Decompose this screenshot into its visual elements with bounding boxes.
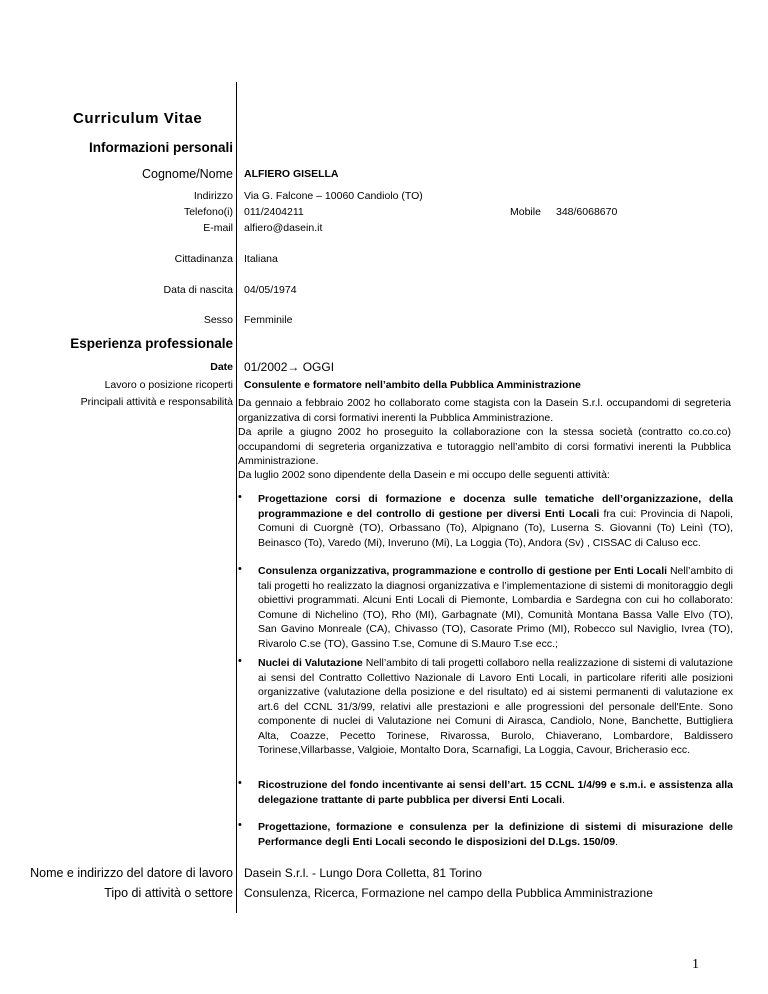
- label-sector: Tipo di attività o settore: [104, 886, 233, 900]
- bullet-item: • Progettazione corsi di formazione e docenza sulle tematiche dell’organizzazione, della programmazione e del controllo di gestione per diversi Enti Locali fra cui: Provincia di Napoli, Comuni di Cuorgnè (TO), Orbassano (To), Alpignano (To), Luserna S. Giovanni (To) Leinì (TO), Beinasco (To), Varedo (Mi), Inveruno (Mi), La Loggia (To), Andora (Sv) , CISSAC di Caluso ecc.: [238, 491, 733, 549]
- value-name: ALFIERO GISELLA: [244, 168, 339, 180]
- label-activities: Principali attività e responsabilità: [80, 396, 233, 408]
- value-email: alfiero@dasein.it: [244, 222, 323, 234]
- label-role: Lavoro o posizione ricoperti: [104, 379, 233, 391]
- label-name: Cognome/Nome: [141, 167, 233, 181]
- label-birthdate: Data di nascita: [163, 284, 233, 296]
- label-phone: Telefono(i): [183, 206, 233, 218]
- value-phone: 011/2404211: [244, 206, 304, 218]
- label-email: E-mail: [203, 222, 233, 234]
- label-sex: Sesso: [203, 314, 233, 326]
- bullet-item: • Nuclei di Valutazione Nell’ambito di tali progetti collaboro nella realizzazione di sistemi di valutazione ai sensi del Contratto Collettivo Nazionale di Lavoro Enti Locali, in particolare riferiti alle posizioni organizzative (valutazione della posizione e del risultato) ed ai sistemi permanenti di valutazione ex art.6 del CCNL 31/3/99, relativi alle prestazioni e alle progressioni del personale dell'Ente. Sono componente di nuclei di Valutazione nei Comuni di Airasca, Candiolo, None, Banchette, Buttigliera Alta, Coazze, Pecetto Torinese, Rivarossa, Burolo, Chiaverano, Lombardore, Baldissero Torinese,Villarbasse, Valgioie, Montalto Dora, Scarnafigi, La Loggia, Cavour, Bricherasio ecc.: [238, 655, 733, 756]
- label-address: Indirizzo: [193, 190, 233, 202]
- value-mobile: 348/6068670: [556, 206, 618, 218]
- label-date: Date: [210, 361, 233, 373]
- bullet-item: • Consulenza organizzativa, programmazione e controllo di gestione per Enti Locali Nell’ambito di tali progetti ho realizzato la diagnosi organizzativa e l’implementazione di sistemi di monitoraggio degli obiettivi programmati. Alcuni Enti Locali di Piemonte, Lombardia e Sardegna con cui ho collaborato: Comune di Nichelino (TO), Rho (MI), Garbagnate (MI), Comunità Montana Bassa Valle Elvo (TO), San Gavino Monreale (CA), Chivasso (TO), Casorate Primo (MI), Robecco sul Naviglio, Ivrea (TO), Rivarolo C.se (TO), Gassino T.se, Comune di S.Mauro T.se ecc.;: [238, 563, 734, 650]
- paragraph-cococo: Da aprile a giugno 2002 ho proseguito la collaborazione con la stessa società (contratto co.co.co) occupandomi di segreteria organizzativa e tutoraggio nell’ambito di corsi formativi inerenti la Pubblica Amministrazione.: [238, 426, 731, 467]
- value-sex: Femminile: [244, 314, 293, 326]
- value-sector: Consulenza, Ricerca, Formazione nel campo della Pubblica Amministrazione: [244, 886, 653, 900]
- bullet-item: • Ricostruzione del fondo incentivante ai sensi dell’art. 15 CCNL 1/4/99 e s.m.i. e assistenza alla delegazione trattante di parte pubblica per diversi Enti Locali.: [238, 777, 733, 806]
- label-mobile: Mobile: [510, 206, 541, 218]
- document-title: Curriculum Vitae: [73, 110, 203, 127]
- value-birthdate: 04/05/1974: [244, 284, 297, 296]
- value-role: Consulente e formatore nell’ambito della Pubblica Amministrazione: [244, 379, 581, 391]
- value-citizenship: Italiana: [244, 253, 278, 265]
- column-divider: [236, 82, 237, 913]
- label-employer: Nome e indirizzo del datore di lavoro: [30, 866, 233, 880]
- paragraph-employee: Da luglio 2002 sono dipendente della Dasein e mi occupo delle seguenti attività:: [238, 469, 610, 481]
- bullet-icon: •: [238, 563, 242, 575]
- bullet-icon: •: [238, 777, 242, 789]
- bullet-icon: •: [238, 819, 242, 831]
- label-citizenship: Cittadinanza: [174, 253, 233, 265]
- section-heading-personal: Informazioni personali: [88, 140, 233, 155]
- page-number: 1: [692, 957, 699, 972]
- value-address: Via G. Falcone – 10060 Candiolo (TO): [244, 190, 423, 202]
- value-date: 01/2002→ OGGI: [244, 360, 335, 374]
- bullet-item: • Progettazione, formazione e consulenza per la definizione di sistemi di misurazione delle Performance degli Enti Locali secondo le disposizioni del D.Lgs. 150/09.: [238, 819, 733, 848]
- value-employer: Dasein S.r.l. - Lungo Dora Colletta, 81 Torino: [244, 866, 482, 880]
- section-heading-experience: Esperienza professionale: [70, 336, 233, 351]
- paragraph-internship: Da gennaio a febbraio 2002 ho collaborato come stagista con la Dasein S.r.l. occupandomi di segreteria organizzativa di corsi formativi inerenti la Pubblica Amministrazione.: [238, 397, 731, 424]
- bullet-icon: •: [238, 491, 242, 503]
- bullet-icon: •: [238, 655, 242, 667]
